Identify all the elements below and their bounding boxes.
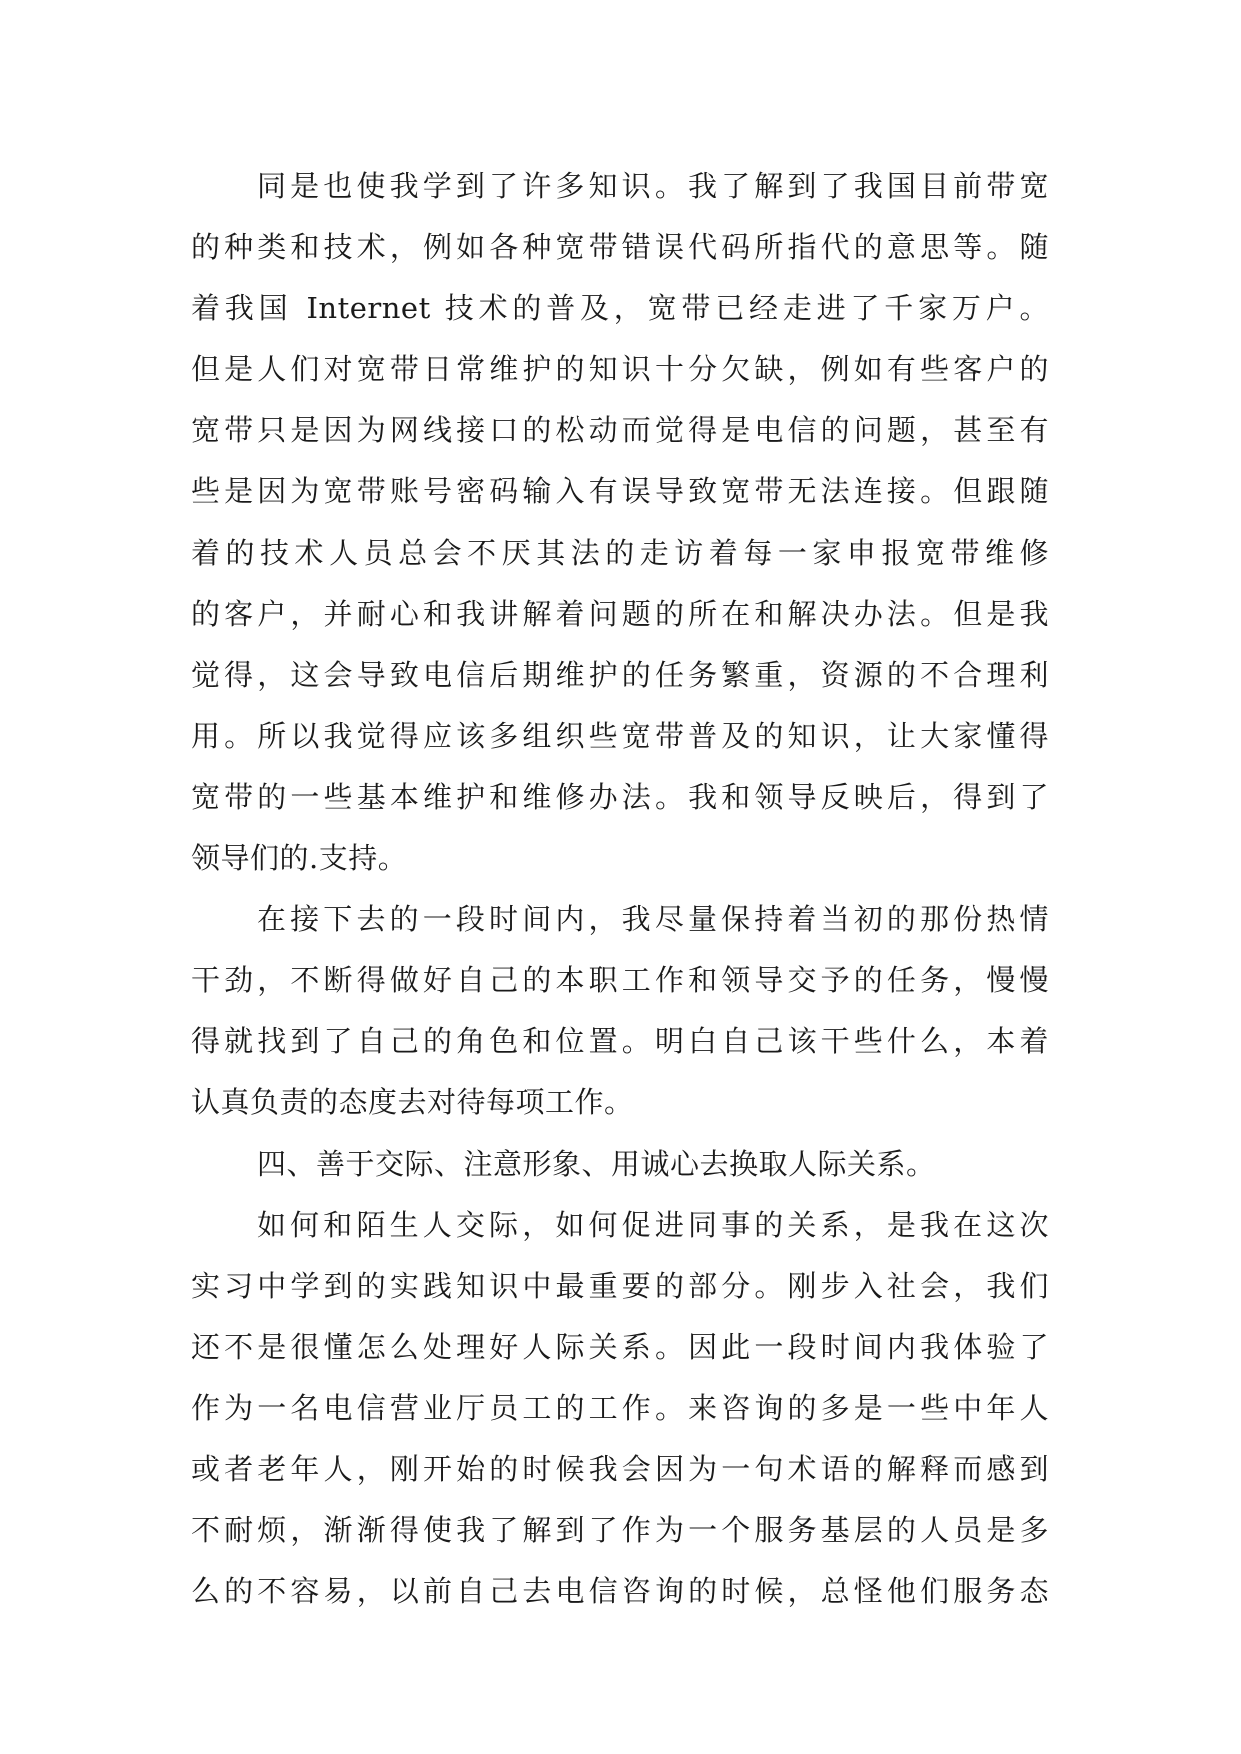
text-line: 觉得，这会导致电信后期维护的任务繁重，资源的不合理利 <box>191 657 1049 692</box>
text-line: 同是也使我学到了许多知识。我了解到了我国目前带宽 <box>257 169 1049 203</box>
text-line: 的种类和技术，例如各种宽带错误代码所指代的意思等。随 <box>191 230 1049 265</box>
text-line: 的客户，并耐心和我讲解着问题的所在和解决办法。但是我 <box>191 596 1049 631</box>
text-line: 如何和陌生人交际，如何促进同事的关系，是我在这次 <box>257 1207 1049 1242</box>
text-line: 着的技术人员总会不厌其法的走访着每一家申报宽带维修 <box>191 535 1049 570</box>
text-line: 宽带只是因为网线接口的松动而觉得是电信的问题，甚至有 <box>191 413 1049 448</box>
text-line: 实习中学到的实践知识中最重要的部分。刚步入社会，我们 <box>191 1268 1049 1303</box>
text-line: 么的不容易，以前自己去电信咨询的时候，总怪他们服务态 <box>191 1574 1049 1609</box>
text-line: 用。所以我觉得应该多组织些宽带普及的知识，让大家懂得 <box>191 718 1049 753</box>
text-line: 认真负责的态度去对待每项工作。 <box>191 1085 634 1120</box>
text-line: 得就找到了自己的角色和位置。明白自己该干些什么，本着 <box>191 1024 1049 1059</box>
text-line: 些是因为宽带账号密码输入有误导致宽带无法连接。但跟随 <box>191 474 1049 509</box>
text-line: 作为一名电信营业厅员工的工作。来咨询的多是一些中年人 <box>191 1390 1049 1425</box>
text-line: 但是人们对宽带日常维护的知识十分欠缺，例如有些客户的 <box>191 352 1049 387</box>
text-line: 在接下去的一段时间内，我尽量保持着当初的那份热情 <box>257 902 1049 937</box>
text-line: 还不是很懂怎么处理好人际关系。因此一段时间内我体验了 <box>191 1329 1049 1364</box>
text-line: 领导们的.支持。 <box>191 841 408 876</box>
section-heading: 四、善于交际、注意形象、用诚心去换取人际关系。 <box>257 1146 936 1181</box>
text-line: 干劲，不断得做好自己的本职工作和领导交予的任务，慢慢 <box>191 963 1049 998</box>
text-line: 宽带的一些基本维护和维修办法。我和领导反映后，得到了 <box>191 779 1049 814</box>
text-line: 着我国 Internet 技术的普及，宽带已经走进了千家万户。 <box>191 291 1049 326</box>
text-line: 或者老年人，刚开始的时候我会因为一句术语的解释而感到 <box>191 1451 1049 1486</box>
body-text <box>191 156 1049 1622</box>
text-line: 不耐烦，渐渐得使我了解到了作为一个服务基层的人员是多 <box>191 1513 1049 1548</box>
